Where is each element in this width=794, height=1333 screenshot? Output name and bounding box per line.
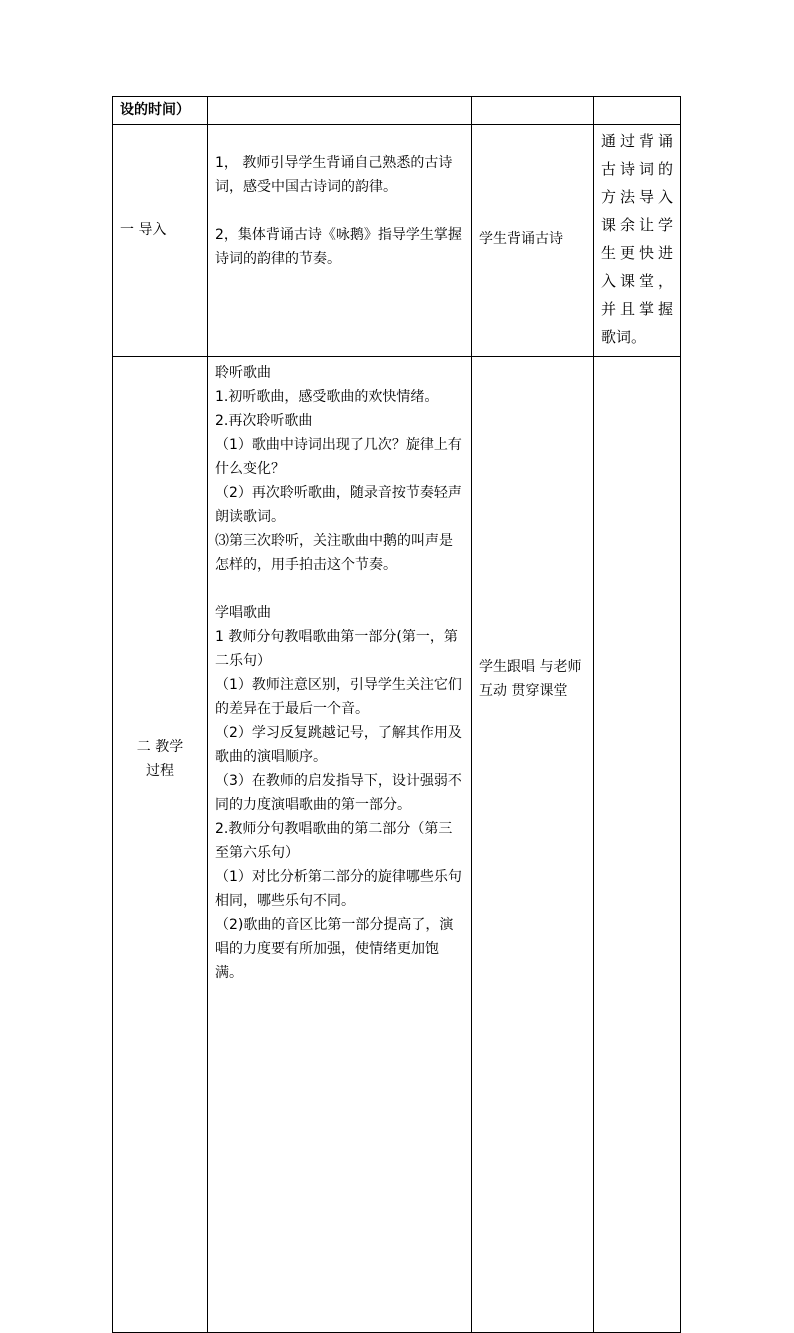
import-step-1: 1， 教师引导学生背诵自己熟悉的古诗词，感受中国古诗词的韵律。 xyxy=(215,155,453,195)
sing-heading: 学唱歌曲 xyxy=(215,605,271,621)
sing-item-2: （1）教师注意区别，引导学生关注它们的差异在于最后一个音。 xyxy=(215,677,462,717)
listen-item-3: （1）歌曲中诗词出现了几次？旋律上有什么变化？ xyxy=(215,437,462,477)
import-step-2: 2，集体背诵古诗《咏鹅》指导学生掌握诗词的韵律的节奏。 xyxy=(215,227,462,267)
section-teaching-title-line2: 过程 xyxy=(146,762,174,779)
header-row xyxy=(113,97,681,125)
section-import-row xyxy=(113,125,681,357)
section-teaching-title-line1: 二 教学 xyxy=(136,738,184,755)
listen-item-4: （2）再次聆听歌曲，随录音按节奏轻声朗读歌词。 xyxy=(215,485,462,525)
section-teaching-teacher-cell xyxy=(208,357,472,1333)
sing-item-3: （2）学习反复跳越记号，了解其作用及歌曲的演唱顺序。 xyxy=(215,725,462,765)
sing-item-5: 2.教师分句教唱歌曲的第二部分（第三至第六乐句） xyxy=(215,821,453,861)
sing-item-4: （3）在教师的启发指导下，设计强弱不同的力度演唱歌曲的第一部分。 xyxy=(215,773,462,813)
section-teaching-row xyxy=(113,357,681,1333)
sing-item-7: （2)歌曲的音区比第一部分提高了，演唱的力度要有所加强，使情绪更加饱满。 xyxy=(215,917,454,981)
import-design-intent: 通过背诵古诗词的方法导入课余让学生更快进入课堂，并且掌握歌词。 xyxy=(601,132,673,346)
teaching-student-activity: 学生跟唱 与老师互动 贯穿课堂 xyxy=(479,659,582,699)
header-label: 设的时间） xyxy=(120,102,190,118)
lesson-plan-table xyxy=(112,96,681,1333)
header-cell-empty-3 xyxy=(594,97,681,125)
section-teaching-student-cell xyxy=(472,357,594,1333)
import-student-activity: 学生背诵古诗 xyxy=(479,230,563,247)
section-import-student-cell xyxy=(472,125,594,357)
sing-item-1: 1 教师分句教唱歌曲第一部分(第一，第二乐句） xyxy=(215,629,458,669)
section-import-title: 一 导入 xyxy=(120,221,167,238)
section-import-title-cell xyxy=(113,125,208,357)
header-cell-label xyxy=(113,97,208,125)
section-teaching-title-cell xyxy=(113,357,208,1333)
header-cell-empty-2 xyxy=(472,97,594,125)
sing-item-6: （1）对比分析第二部分的旋律哪些乐句相同，哪些乐句不同。 xyxy=(215,869,462,909)
section-teaching-intent-cell xyxy=(594,357,681,1333)
listen-item-5: ⑶第三次聆听，关注歌曲中鹅的叫声是怎样的，用手拍击这个节奏。 xyxy=(215,533,453,573)
header-cell-empty-1 xyxy=(208,97,472,125)
listen-heading: 聆听歌曲 xyxy=(215,365,271,381)
listen-item-2: 2.再次聆听歌曲 xyxy=(215,413,313,429)
listen-item-1: 1.初听歌曲，感受歌曲的欢快情绪。 xyxy=(215,389,439,405)
section-import-teacher-cell xyxy=(208,125,472,357)
section-import-intent-cell xyxy=(594,125,681,357)
